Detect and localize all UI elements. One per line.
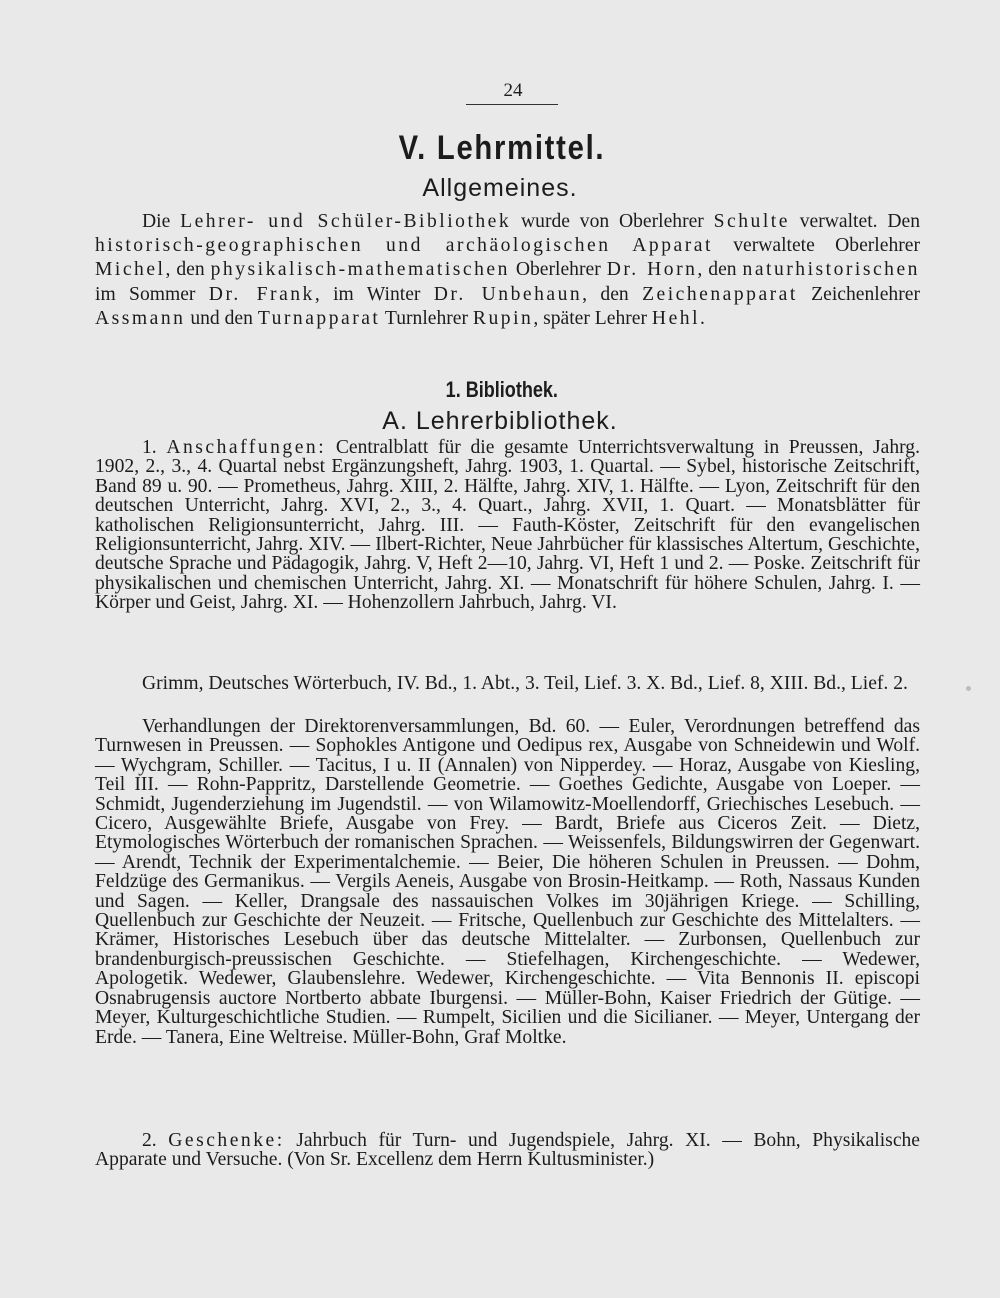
intro-spaced-9: Dr. Unbehaun: [433, 283, 583, 305]
intro-spaced-2: Schulte: [713, 211, 790, 232]
anschaffungen-text: Centralblatt für die gesamte Unterrichtsverwaltung in Preussen, Jahrg. 1902, 2., 3., 4. Quartal nebst Ergänzungsheft, Jahrg. 1903, 1. Quartal. — Sybel, historische Zeitschrift, Band 89 u. 90. — Prometheus, Jahrg. XIII, 2. Hälfte, Jahrg. XIV, 1. Hälfte. — Lyon, Zeitschrift für den deutschen Unterricht, Jahrg. XVI, 2., 3., 4. Quart., Jahrg. XVII, 1. Quart. — Monatsblätter für katholischen Religionsunterricht, Jahrg. III. — Fauth-Köster, Zeitschrift für den evangelischen Religionsunterricht, Jahrg. XIV. — Ilbert-Richter, Neue Jahrbücher für klassisches Altertum, Geschichte, deutsche Sprache und Pädagogik, Jahrg. V, Heft 2—10, Jahrg. VI, Heft 1 und 2. — Poske. Zeitschrift für physikalischen und chemischen Unterricht, Jahrg. XI. — Monatschrift für höhere Schulen, Jahrg. I. — Körper und Geist, Jahrg. XI. — Hohenzollern Jahrbuch, Jahrg. VI.: [95, 437, 921, 614]
intro-text-3: verwaltet. Den: [789, 211, 920, 232]
section-heading-allgemeines: Allgemeines.: [422, 174, 578, 202]
grimm-paragraph: [95, 674, 920, 693]
intro-text-6: Oberlehrer: [509, 259, 607, 281]
anschaffungen-number: 1.: [142, 437, 167, 458]
geschenke-label: Geschenke:: [168, 1130, 285, 1151]
intro-spaced-11: Assmann: [95, 307, 186, 329]
intro-paragraph: [95, 210, 920, 331]
intro-text-10: , den: [582, 283, 643, 305]
bibliothek-heading: 1. Bibliothek.: [445, 377, 558, 402]
lehrerbibliothek-heading: A. Lehrerbibliothek.: [382, 407, 618, 435]
page-number: 24: [503, 80, 523, 101]
intro-spaced-12: Turnapparat: [257, 307, 381, 329]
geschenke-text: Jahrbuch für Turn- und Jugendspiele, Jahrg. XI. — Bohn, Physikalische Apparate und Versuche. (Von Sr. Excellenz dem Herrn Kultusminister.): [95, 1130, 921, 1171]
intro-spaced-10: Zeichenapparat: [642, 283, 798, 305]
intro-spaced-7: naturhistorischen: [742, 259, 920, 281]
intro-text-1: Die: [142, 211, 181, 232]
intro-text-7: , den: [697, 259, 743, 281]
intro-spaced-8: Dr. Frank: [208, 283, 315, 305]
intro-spaced-1: Lehrer- und Schüler-Bibliothek: [180, 211, 512, 232]
intro-text-5: , den: [165, 259, 211, 281]
intro-spaced-5: physikalisch-mathematischen: [210, 259, 510, 281]
anschaffungen-label: Anschaffungen:: [166, 437, 327, 458]
verhandlungen-text: Verhandlungen der Direktorenversammlungen, Bd. 60. — Euler, Verordnungen betreffend das Turnwesen in Preussen. — Sophokles Antigone und Oedipus rex, Ausgabe von Schneidewin und Wolf. — Wychgram, Schiller. — Tacitus, I u. II (Annalen) von Nipperdey. — Horaz, Ausgabe von Kiesling, Teil III. — Rohn-Pappritz, Darstellende Geometrie. — Goethes Gedichte, Ausgabe von Loeper. — Schmidt, Jugenderziehung im Jugendstil. — von Wilamowitz-Moellendorff, Griechisches Lesebuch. — Cicero, Ausgewählte Briefe, Ausgabe von Frey. — Bardt, Briefe aus Ciceros Zeit. — Dietz, Etymologisches Wörterbuch der romanischen Sprachen. — Weissenfels, Bildungswirren der Gegenwart. — Arendt, Technik der Experimentalchemie. — Beier, Die höheren Schulen in Preussen. — Dohm, Feldzüge des Germanikus. — Vergils Aeneis, Ausgabe von Brosin-Heitkamp. — Roth, Nassaus Kunden und Sagen. — Keller, Drangsale des nassauischen Volkes im 30jährigen Kriege. — Schilling, Quellenbuch zur Geschichte der Neuzeit. — Fritsche, Quellenbuch zur Geschichte des Mittelalters. — Krämer, Historisches Lesebuch über das deutsche Mittelalter. — Zurbonsen, Quellenbuch zur brandenburgisch-preussischen Geschichte. — Stiefelhagen, Kirchengeschichte. — Wedewer, Apologetik. Wedewer, Glaubenslehre. Wedewer, Kirchengeschichte. — Vita Bennonis II. episcopi Osnabrugensis auctore Nortberto abbate Iburgensi. — Müller-Bohn, Kaiser Friedrich der Gütige. — Meyer, Kulturgeschichtliche Studien. — Rumpelt, Sicilien und die Sicilianer. — Meyer, Untergang der Erde. — Tanera, Eine Weltreise. Müller-Bohn, Graf Moltke.: [95, 716, 920, 1048]
page-number-rule: [466, 104, 558, 105]
verhandlungen-paragraph: [95, 717, 920, 1047]
intro-spaced-3: historisch-geographischen und archäologischen Apparat: [95, 235, 713, 257]
intro-spaced-4: Michel: [95, 259, 166, 281]
intro-spaced-14: Hehl: [651, 307, 701, 329]
geschenke-number: 2.: [142, 1130, 169, 1151]
intro-text-9: , im Winter: [314, 283, 434, 305]
intro-spaced-13: Rupin: [472, 307, 534, 329]
intro-text-11: Zeichenlehrer: [797, 283, 920, 305]
intro-spaced-6: Dr. Horn: [606, 259, 698, 281]
intro-text-12: und den: [185, 307, 258, 329]
intro-text-14: , später Lehrer: [533, 307, 652, 329]
intro-text-4: verwaltete Oberlehrer: [712, 235, 920, 257]
chapter-title: V. Lehrmittel.: [398, 129, 606, 167]
margin-dot-mark: [966, 686, 971, 691]
intro-text-8: im Sommer: [95, 283, 209, 305]
geschenke-paragraph: [95, 1131, 920, 1170]
anschaffungen-paragraph: [95, 438, 920, 613]
intro-text-2: wurde von Oberlehrer: [511, 211, 714, 232]
intro-text-15: .: [700, 307, 705, 329]
intro-text-13: Turnlehrer: [380, 307, 473, 329]
grimm-text: Grimm, Deutsches Wörterbuch, IV. Bd., 1. Abt., 3. Teil, Lief. 3. X. Bd., Lief. 8, XIII. Bd., Lief. 2.: [142, 673, 908, 694]
